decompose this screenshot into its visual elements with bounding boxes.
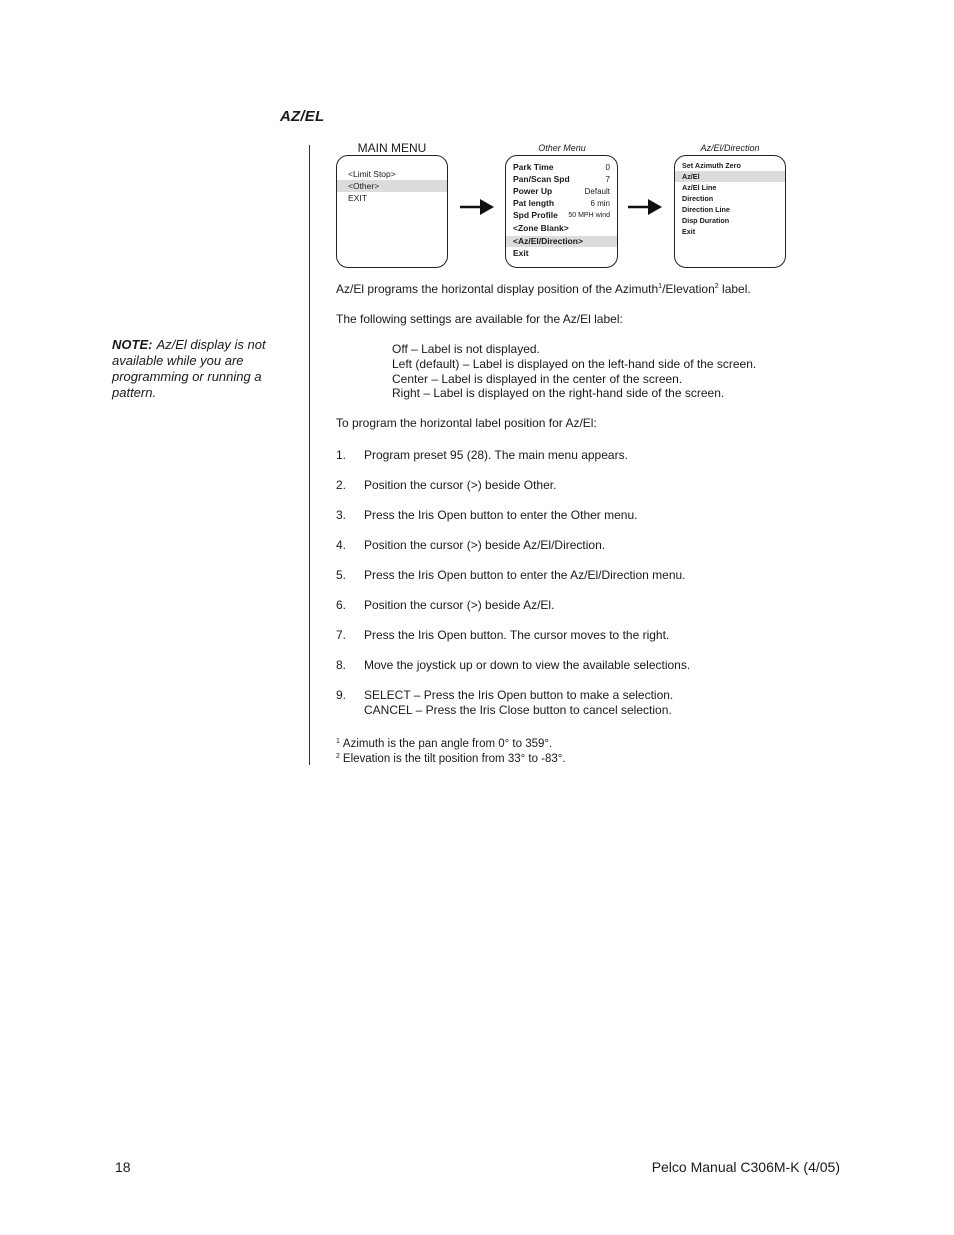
footnote-ref: 1 bbox=[658, 283, 663, 290]
step-text: Press the Iris Open button. The cursor moves to the right. bbox=[364, 628, 670, 642]
step-number: 2. bbox=[336, 478, 347, 492]
step-text: Program preset 95 (28). The main menu appears. bbox=[364, 448, 628, 462]
other-menu-item: Spd Profile 50 MPH wind bbox=[513, 210, 610, 220]
page-number: 18 bbox=[115, 1159, 131, 1175]
step-number: 3. bbox=[336, 508, 347, 522]
step-text: CANCEL – Press the Iris Close button to cancel selection. bbox=[364, 703, 672, 717]
option-item: Left (default) – Label is displayed on the left-hand side of the screen. bbox=[392, 357, 757, 371]
footnote: $^1$ Azimuth is the pan angle from 0° to 359°. bbox=[336, 738, 553, 750]
settings-intro: The following settings are available for the Az/El label: bbox=[336, 312, 623, 326]
step-number: 6. bbox=[336, 598, 347, 612]
azel-direction-menu-screen bbox=[674, 155, 786, 268]
section-title: AZ/EL bbox=[280, 108, 325, 125]
main-menu-item: <Limit Stop> bbox=[348, 169, 396, 179]
step-text: Position the cursor (>) beside Az/El. bbox=[364, 598, 555, 612]
program-intro: To program the horizontal label position for Az/El: bbox=[336, 416, 597, 430]
margin-divider bbox=[309, 145, 310, 765]
other-menu-caption: Other Menu bbox=[538, 143, 586, 153]
option-item: Right – Label is displayed on the right-hand side of the screen. bbox=[392, 386, 725, 400]
arrow-right-icon bbox=[459, 198, 495, 216]
step-text: Move the joystick up or down to view the available selections. bbox=[364, 658, 691, 672]
note-label: NOTE: bbox=[112, 337, 153, 352]
azel-menu-item-selected: Az/El bbox=[675, 171, 785, 182]
step-number: 5. bbox=[336, 568, 347, 582]
step-text: Press the Iris Open button to enter the Other menu. bbox=[364, 508, 638, 522]
azel-menu-item: Set Azimuth Zero bbox=[682, 161, 741, 170]
main-menu-screen bbox=[336, 155, 448, 268]
other-menu-item: Power Up Default bbox=[513, 186, 610, 196]
other-menu-item-selected: <Az/El/Direction> bbox=[506, 236, 617, 247]
other-menu-screen bbox=[505, 155, 618, 268]
arrow-right-icon bbox=[627, 198, 663, 216]
main-menu-item: EXIT bbox=[348, 193, 367, 203]
azel-menu-item: Direction Line bbox=[682, 205, 730, 214]
other-menu-item: Park Time 0 bbox=[513, 162, 610, 172]
step-text: Position the cursor (>) beside Other. bbox=[364, 478, 557, 492]
other-menu-item: Pan/Scan Spd 7 bbox=[513, 174, 610, 184]
azel-menu-item: Direction bbox=[682, 194, 714, 203]
step-number: 9. bbox=[336, 688, 347, 702]
side-note bbox=[112, 337, 292, 401]
main-menu-item-selected: <Other> bbox=[337, 180, 447, 192]
step-text: Position the cursor (>) beside Az/El/Direction. bbox=[364, 538, 606, 552]
step-number: 7. bbox=[336, 628, 347, 642]
other-menu-item: <Zone Blank> bbox=[513, 223, 569, 233]
option-item: Center – Label is displayed in the center of the screen. bbox=[392, 372, 683, 386]
intro-paragraph: Az/El programs the horizontal display position of the Azimuth$^1$/Elevation$^2$ label. bbox=[336, 282, 751, 296]
step-number: 8. bbox=[336, 658, 347, 672]
manual-reference: Pelco Manual C306M-K (4/05) bbox=[651, 1159, 840, 1175]
step-number: 1. bbox=[336, 448, 347, 462]
note-text: Az/El display is not available while you are programming or running a pattern. bbox=[112, 337, 266, 400]
footnote: $^2$ Elevation is the tilt position from 33° to -83°. bbox=[336, 753, 566, 765]
azel-menu-item: Disp Duration bbox=[682, 216, 730, 225]
azel-menu-item: Az/El Line bbox=[682, 183, 717, 192]
footnote-ref: 2 bbox=[714, 283, 719, 290]
other-menu-item: Pat length 6 min bbox=[513, 198, 610, 208]
step-number: 4. bbox=[336, 538, 347, 552]
step-text: Press the Iris Open button to enter the Az/El/Direction menu. bbox=[364, 568, 686, 582]
azel-menu-item: Exit bbox=[682, 227, 696, 236]
option-item: Off – Label is not displayed. bbox=[392, 342, 540, 356]
other-menu-item: Exit bbox=[513, 248, 529, 258]
step-text: SELECT – Press the Iris Open button to make a selection. bbox=[364, 688, 674, 702]
azel-menu-caption: Az/El/Direction bbox=[700, 143, 760, 153]
main-menu-caption: MAIN MENU bbox=[357, 141, 427, 155]
